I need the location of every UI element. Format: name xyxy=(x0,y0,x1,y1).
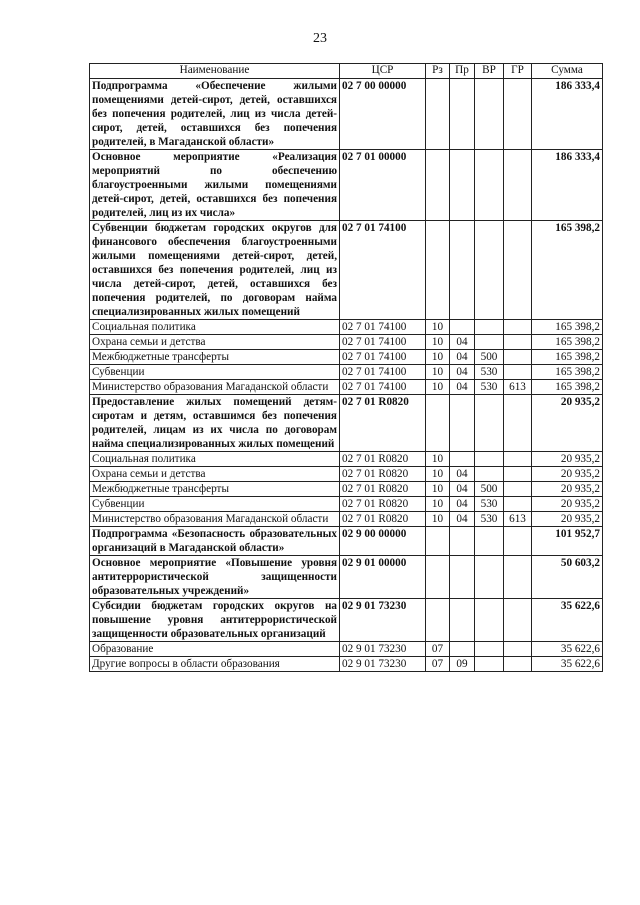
cell-pr xyxy=(450,599,475,642)
cell-pr xyxy=(450,642,475,657)
cell-sum: 186 333,4 xyxy=(532,150,603,221)
cell-gr xyxy=(504,599,532,642)
cell-gr xyxy=(504,221,532,320)
cell-sum: 20 935,2 xyxy=(532,497,603,512)
cell-csr: 02 9 01 73230 xyxy=(340,657,426,672)
table-row xyxy=(90,79,603,150)
cell-rz: 10 xyxy=(426,467,450,482)
cell-rz xyxy=(426,556,450,599)
cell-vr: 530 xyxy=(475,365,504,380)
cell-rz xyxy=(426,599,450,642)
cell-pr: 04 xyxy=(450,350,475,365)
table-header-row xyxy=(90,64,603,79)
cell-sum: 165 398,2 xyxy=(532,221,603,320)
cell-pr: 09 xyxy=(450,657,475,672)
cell-rz xyxy=(426,527,450,556)
table-row xyxy=(90,642,603,657)
cell-gr: 613 xyxy=(504,512,532,527)
cell-rz: 07 xyxy=(426,642,450,657)
cell-name: Охрана семьи и детства xyxy=(90,335,340,350)
cell-csr: 02 9 01 00000 xyxy=(340,556,426,599)
cell-rz: 10 xyxy=(426,482,450,497)
cell-rz xyxy=(426,395,450,452)
header-gr: ГР xyxy=(504,64,532,79)
cell-vr xyxy=(475,150,504,221)
cell-rz: 10 xyxy=(426,380,450,395)
cell-sum: 165 398,2 xyxy=(532,320,603,335)
cell-vr xyxy=(475,556,504,599)
cell-name: Субвенции бюджетам городских округов для финансового обеспечения благоустроенными жилыми помещениями детей-сирот, детей, оставшихся без попечения родителей, лиц из числа детей-сирот, детей, оставшихся без попечения родителей, по договорам найма специализированных жилых помещений xyxy=(90,221,340,320)
header-name: Наименование xyxy=(90,64,340,79)
cell-vr xyxy=(475,657,504,672)
cell-vr xyxy=(475,395,504,452)
cell-name: Подпрограмма «Обеспечение жилыми помещениями детей-сирот, детей, оставшихся без попечения родителей, лиц из числа детей-сирот, детей, оставшихся без попечения родителей, в Магаданской области» xyxy=(90,79,340,150)
cell-pr: 04 xyxy=(450,467,475,482)
cell-gr xyxy=(504,482,532,497)
cell-rz: 10 xyxy=(426,350,450,365)
table-row xyxy=(90,221,603,320)
cell-pr xyxy=(450,395,475,452)
header-vr: ВР xyxy=(475,64,504,79)
cell-gr xyxy=(504,556,532,599)
cell-sum: 35 622,6 xyxy=(532,599,603,642)
cell-sum: 35 622,6 xyxy=(532,657,603,672)
cell-sum: 50 603,2 xyxy=(532,556,603,599)
cell-vr: 500 xyxy=(475,350,504,365)
cell-name: Министерство образования Магаданской области xyxy=(90,380,340,395)
cell-vr xyxy=(475,221,504,320)
cell-name: Основное мероприятие «Повышение уровня антитеррористической защищенности образовательных учреждений» xyxy=(90,556,340,599)
cell-gr xyxy=(504,452,532,467)
cell-pr xyxy=(450,527,475,556)
cell-vr xyxy=(475,320,504,335)
cell-name: Другие вопросы в области образования xyxy=(90,657,340,672)
cell-csr: 02 9 01 73230 xyxy=(340,642,426,657)
cell-rz: 10 xyxy=(426,365,450,380)
cell-name: Министерство образования Магаданской области xyxy=(90,512,340,527)
cell-name: Социальная политика xyxy=(90,452,340,467)
cell-gr: 613 xyxy=(504,380,532,395)
cell-name: Социальная политика xyxy=(90,320,340,335)
table-row xyxy=(90,365,603,380)
cell-sum: 186 333,4 xyxy=(532,79,603,150)
cell-name: Подпрограмма «Безопасность образовательных организаций в Магаданской области» xyxy=(90,527,340,556)
cell-pr xyxy=(450,221,475,320)
budget-table xyxy=(89,63,603,672)
header-rz: Рз xyxy=(426,64,450,79)
cell-csr: 02 7 01 74100 xyxy=(340,365,426,380)
table-row xyxy=(90,657,603,672)
table-row xyxy=(90,320,603,335)
cell-rz xyxy=(426,150,450,221)
cell-name: Субсидии бюджетам городских округов на повышение уровня антитеррористической защищенности образовательных организаций xyxy=(90,599,340,642)
header-pr: Пр xyxy=(450,64,475,79)
cell-csr: 02 7 01 00000 xyxy=(340,150,426,221)
cell-csr: 02 7 01 74100 xyxy=(340,221,426,320)
cell-csr: 02 7 01 74100 xyxy=(340,320,426,335)
cell-gr xyxy=(504,335,532,350)
table-body xyxy=(90,79,603,672)
cell-csr: 02 7 01 R0820 xyxy=(340,395,426,452)
cell-rz xyxy=(426,221,450,320)
cell-pr xyxy=(450,150,475,221)
cell-sum: 101 952,7 xyxy=(532,527,603,556)
cell-sum: 35 622,6 xyxy=(532,642,603,657)
cell-pr: 04 xyxy=(450,365,475,380)
table-row xyxy=(90,556,603,599)
cell-vr xyxy=(475,452,504,467)
cell-csr: 02 7 01 74100 xyxy=(340,350,426,365)
cell-name: Субвенции xyxy=(90,497,340,512)
cell-gr xyxy=(504,79,532,150)
cell-name: Межбюджетные трансферты xyxy=(90,350,340,365)
cell-pr: 04 xyxy=(450,482,475,497)
cell-vr: 530 xyxy=(475,512,504,527)
cell-gr xyxy=(504,350,532,365)
cell-pr: 04 xyxy=(450,497,475,512)
cell-csr: 02 7 01 R0820 xyxy=(340,497,426,512)
cell-pr xyxy=(450,320,475,335)
header-sum: Сумма xyxy=(532,64,603,79)
cell-name: Межбюджетные трансферты xyxy=(90,482,340,497)
cell-pr xyxy=(450,79,475,150)
cell-vr xyxy=(475,527,504,556)
cell-csr: 02 7 01 74100 xyxy=(340,335,426,350)
cell-sum: 20 935,2 xyxy=(532,512,603,527)
cell-rz: 10 xyxy=(426,497,450,512)
cell-rz: 10 xyxy=(426,512,450,527)
cell-gr xyxy=(504,150,532,221)
cell-csr: 02 7 01 74100 xyxy=(340,380,426,395)
cell-csr: 02 7 01 R0820 xyxy=(340,482,426,497)
table-row xyxy=(90,452,603,467)
cell-sum: 165 398,2 xyxy=(532,365,603,380)
cell-csr: 02 7 00 00000 xyxy=(340,79,426,150)
cell-name: Предоставление жилых помещений детям-сиротам и детям, оставшимся без попечения родителей, лицам из их числа по договорам найма специализированных жилых помещений xyxy=(90,395,340,452)
cell-vr xyxy=(475,642,504,657)
table-row xyxy=(90,380,603,395)
cell-pr xyxy=(450,556,475,599)
table-row xyxy=(90,482,603,497)
cell-gr xyxy=(504,642,532,657)
cell-pr: 04 xyxy=(450,335,475,350)
cell-sum: 165 398,2 xyxy=(532,350,603,365)
cell-vr xyxy=(475,599,504,642)
cell-csr: 02 7 01 R0820 xyxy=(340,467,426,482)
cell-csr: 02 9 01 73230 xyxy=(340,599,426,642)
cell-vr xyxy=(475,79,504,150)
cell-gr xyxy=(504,497,532,512)
cell-pr: 04 xyxy=(450,512,475,527)
cell-sum: 20 935,2 xyxy=(532,467,603,482)
cell-vr: 500 xyxy=(475,482,504,497)
table-row xyxy=(90,335,603,350)
cell-vr: 530 xyxy=(475,380,504,395)
cell-pr xyxy=(450,452,475,467)
cell-rz: 10 xyxy=(426,452,450,467)
cell-gr xyxy=(504,395,532,452)
cell-rz: 10 xyxy=(426,335,450,350)
cell-vr xyxy=(475,335,504,350)
table-row xyxy=(90,497,603,512)
cell-gr xyxy=(504,657,532,672)
cell-sum: 20 935,2 xyxy=(532,482,603,497)
cell-sum: 20 935,2 xyxy=(532,452,603,467)
cell-sum: 165 398,2 xyxy=(532,380,603,395)
cell-vr: 530 xyxy=(475,497,504,512)
cell-pr: 04 xyxy=(450,380,475,395)
cell-rz: 10 xyxy=(426,320,450,335)
cell-sum: 165 398,2 xyxy=(532,335,603,350)
page-number: 23 xyxy=(313,31,327,46)
cell-rz xyxy=(426,79,450,150)
cell-name: Образование xyxy=(90,642,340,657)
cell-csr: 02 7 01 R0820 xyxy=(340,512,426,527)
table-row xyxy=(90,527,603,556)
cell-csr: 02 9 00 00000 xyxy=(340,527,426,556)
cell-gr xyxy=(504,467,532,482)
table-row xyxy=(90,150,603,221)
cell-name: Основное мероприятие «Реализация мероприятий по обеспечению благоустроенными жилыми помещениями детей-сирот, детей, оставшихся без попечения родителей, лиц из их числа» xyxy=(90,150,340,221)
table-row xyxy=(90,599,603,642)
header-csr: ЦСР xyxy=(340,64,426,79)
cell-rz: 07 xyxy=(426,657,450,672)
cell-gr xyxy=(504,527,532,556)
cell-vr xyxy=(475,467,504,482)
cell-name: Охрана семьи и детства xyxy=(90,467,340,482)
table-row xyxy=(90,467,603,482)
cell-csr: 02 7 01 R0820 xyxy=(340,452,426,467)
table-row xyxy=(90,512,603,527)
cell-gr xyxy=(504,365,532,380)
cell-name: Субвенции xyxy=(90,365,340,380)
table-row xyxy=(90,350,603,365)
cell-gr xyxy=(504,320,532,335)
table-row xyxy=(90,395,603,452)
cell-sum: 20 935,2 xyxy=(532,395,603,452)
